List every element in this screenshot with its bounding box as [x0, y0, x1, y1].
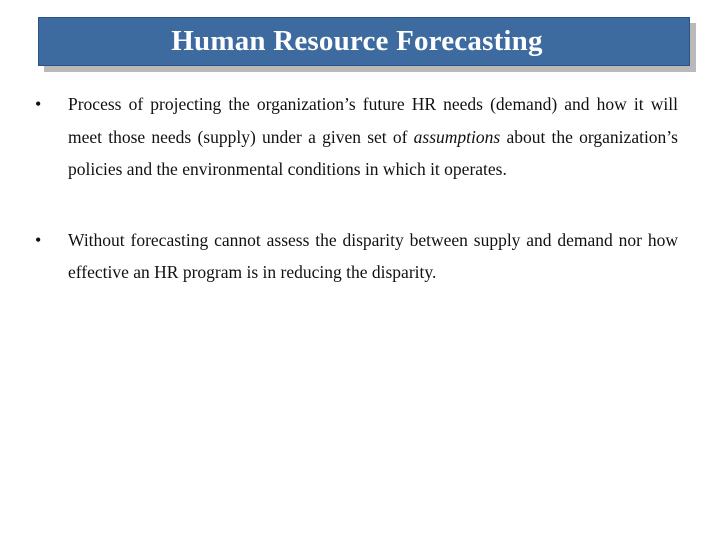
bullet-text-start: Process of projecting the organization’s future HR needs (demand) and how it will meet those needs (supply) under a given set of	[68, 94, 678, 147]
slide-title: Human Resource Forecasting	[171, 25, 543, 57]
bullet-item-forecasting-definition	[33, 88, 678, 186]
title-bar	[38, 17, 690, 66]
bullet-text-end: about the organization’s policies and the environmental conditions in which it operates.	[68, 126, 678, 179]
bullet-list	[33, 88, 678, 289]
bullet-icon: •	[35, 94, 42, 114]
bullet-text	[68, 88, 678, 186]
bullet-text-emphasis: assumptions	[413, 126, 501, 147]
bullet-item-forecasting-importance	[33, 224, 678, 289]
bullet-text: Without forecasting cannot assess the disparity between supply and demand nor how effective an HR program is in reducing the disparity.	[68, 229, 678, 282]
bullet-icon: •	[35, 229, 42, 250]
